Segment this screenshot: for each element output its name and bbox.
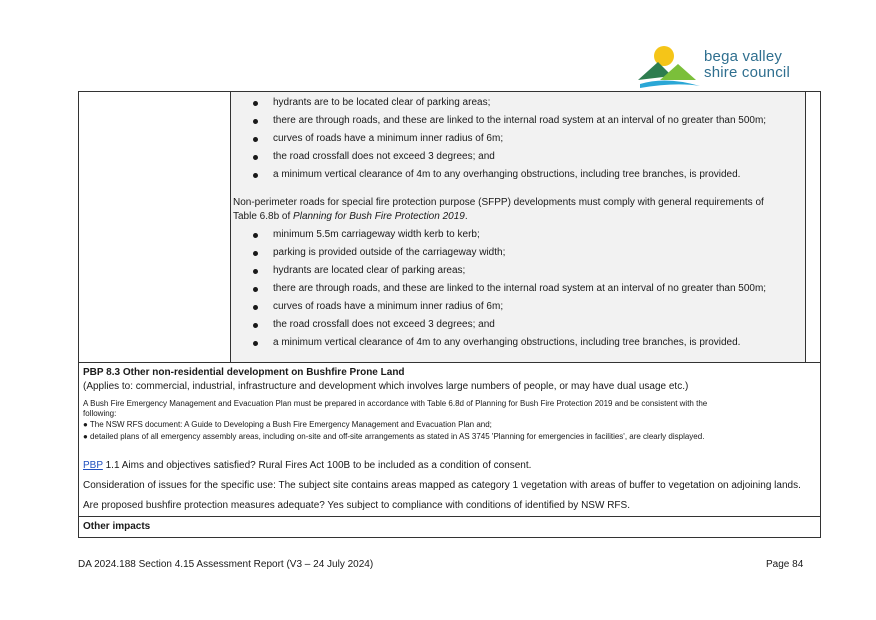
bullet-icon [253,269,258,274]
bullet-icon [253,323,258,328]
pbp83-small-text: ● detailed plans of all emergency assembly areas, including on-site and off-site arrangements as stated in AS 3745 'Planning for emergencies in facilities', are clearly displayed. [83,432,705,441]
row-divider [79,516,820,517]
assessment-table [78,91,821,538]
bullet-icon [253,287,258,292]
logo-wave [640,80,700,88]
pbp83-small-text: A Bush Fire Emergency Management and Evacuation Plan must be prepared in accordance with Table 6.8d of Planning for Bush Fire Protection 2019 and be consistent with the [83,399,708,408]
other-impacts-heading: Other impacts [83,521,151,532]
pbp-link[interactable]: PBP [83,460,103,471]
footer-document-title: DA 2024.188 Section 4.15 Assessment Report (V3 – 24 July 2024) [78,559,374,570]
bullet-icon [253,341,258,346]
bullet-icon [253,251,258,256]
pbp83-small-text: following: [83,409,117,418]
council-logo [636,42,816,94]
pbp83-small-text: ● The NSW RFS document: A Guide to Developing a Bush Fire Emergency Management and Evacuation Plan and; [83,420,492,429]
bullet-icon [253,101,258,106]
bullet-icon [253,305,258,310]
bullet-icon [253,155,258,160]
pbp83-applies: (Applies to: commercial, industrial, infrastructure and development which involves large numbers of people, or may have dual usage etc.) [83,381,689,392]
sfpp-paragraph: Non-perimeter roads for special fire protection purpose (SFPP) developments must comply with general requirements of Table 6.8b of Planning for Bush Fire Protection 2019. [233,197,764,222]
pbp83-heading: PBP 8.3 Other non-residential development on Bushfire Prone Land [83,367,405,378]
pbp83-consideration: Consideration of issues for the specific use: The subject site contains areas mapped as category 1 vegetation with areas of buffer to vegetation on adjoining lands. [83,480,801,491]
logo-text-line1: bega valley [704,48,783,65]
bullet-icon [253,119,258,124]
table-right-cell: hydrants are to be located clear of parking areas; there are through roads, and these are linked to the internal road system at an interval of no greater than 500m; curves of roads have a minimum inner radius of 6m; the road crossfall does not exceed 3 degrees; and a minimum vertical clearance of 4m to any overhanging obstructions, including tree branches, is provided. Non-perimeter roads for special fire protection purpose (SFPP) developments must comply with general requirements of Table 6.8b of Planning for Bush Fire Protection 2019. minimum 5.5m carriageway width kerb to kerb; parking is provided outside of the carriageway width; hydrants are located clear of parking areas; there are through roads, and these are linked to the internal road system at an interval of no greater than 500m; curves of roads have a minimum inner radius of 6m; the road crossfall does not exceed 3 degrees; and a minimum vertical clearance of 4m to any overhanging obstructions, including tree branches, is provided. [231,92,806,362]
bullet-icon [253,173,258,178]
table-left-cell [79,92,231,362]
council-logo-mark [636,42,706,94]
logo-text-line2: shire council [704,64,790,81]
pbp83-aims: PBP 1.1 Aims and objectives satisfied? Rural Fires Act 100B to be included as a condition of consent. [83,460,532,471]
bullet-icon [253,137,258,142]
row-divider [79,362,820,363]
bullet-icon [253,233,258,238]
footer-page-number: Page 84 [766,559,804,570]
pbp83-adequate: Are proposed bushfire protection measures adequate? Yes subject to compliance with conditions of identified by NSW RFS. [83,500,630,511]
